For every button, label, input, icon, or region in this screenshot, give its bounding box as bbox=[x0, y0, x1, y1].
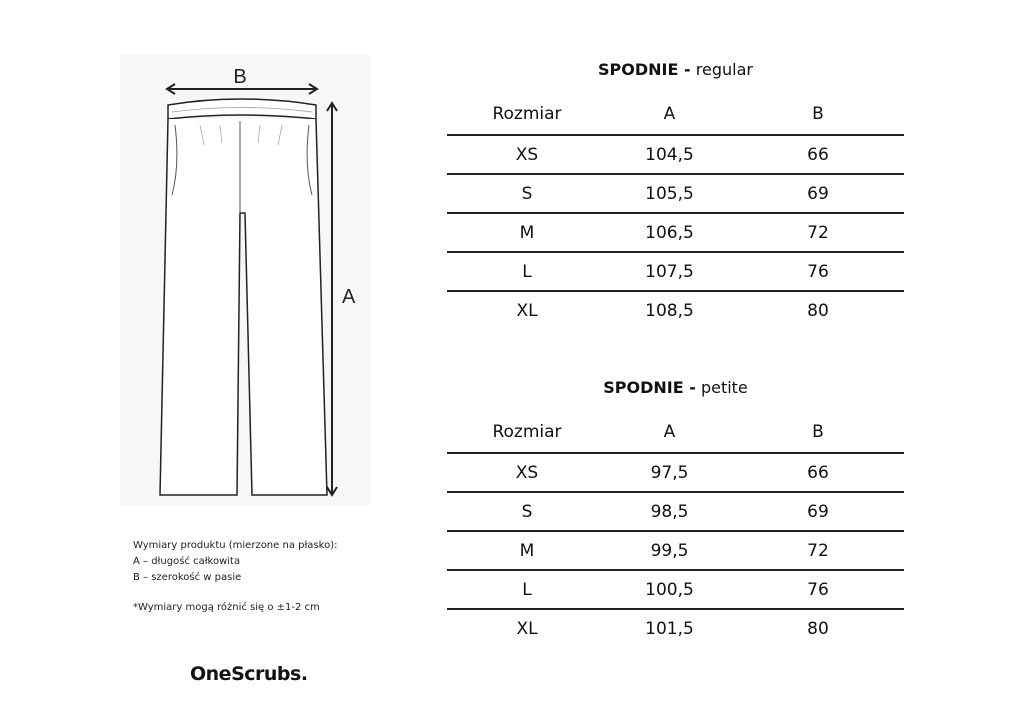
cell-a: 108,5 bbox=[645, 300, 694, 321]
cell-size: XL bbox=[516, 618, 538, 639]
header-b: B bbox=[732, 412, 904, 453]
cell-b: 69 bbox=[732, 174, 904, 213]
cell-size: XS bbox=[447, 453, 607, 492]
cell-size: L bbox=[447, 252, 607, 291]
cell-a: 100,5 bbox=[607, 570, 732, 609]
cell-size: M bbox=[447, 531, 607, 570]
table-row bbox=[447, 252, 904, 291]
table-title-petite bbox=[447, 376, 904, 400]
cell-b: 76 bbox=[732, 570, 904, 609]
measurement-notes bbox=[133, 538, 337, 616]
cell-a: 106,5 bbox=[607, 213, 732, 252]
table-row bbox=[447, 570, 904, 609]
cell-size: XS bbox=[447, 135, 607, 174]
cell-a: 98,5 bbox=[607, 492, 732, 531]
cell-b: 80 bbox=[807, 300, 829, 321]
table-row bbox=[447, 174, 904, 213]
table-row bbox=[447, 213, 904, 252]
pants-diagram bbox=[120, 55, 370, 505]
cell-size: S bbox=[447, 174, 607, 213]
pants-illustration bbox=[120, 55, 370, 505]
cell-a: 104,5 bbox=[607, 135, 732, 174]
size-table-regular bbox=[447, 94, 904, 329]
notes-disclaimer: *Wymiary mogą różnić się o ±1-2 cm bbox=[133, 602, 320, 613]
cell-size: L bbox=[447, 570, 607, 609]
cell-b: 80 bbox=[807, 618, 829, 639]
table-header-row bbox=[447, 412, 904, 453]
table-title-variant: petite bbox=[700, 378, 748, 397]
table-row bbox=[447, 453, 904, 492]
width-label: B bbox=[233, 66, 247, 88]
cell-b: 72 bbox=[732, 531, 904, 570]
cell-a: 99,5 bbox=[607, 531, 732, 570]
table-row bbox=[447, 531, 904, 570]
header-a: A bbox=[607, 94, 732, 135]
size-table-petite-block bbox=[447, 376, 904, 647]
cell-size: XL bbox=[516, 300, 538, 321]
header-size: Rozmiar bbox=[447, 412, 607, 453]
header-size: Rozmiar bbox=[447, 94, 607, 135]
size-table-petite bbox=[447, 412, 904, 647]
table-title-bold: SPODNIE - bbox=[603, 378, 696, 397]
cell-a: 101,5 bbox=[645, 618, 694, 639]
cell-b: 69 bbox=[732, 492, 904, 531]
brand-logo: OneScrubs. bbox=[190, 663, 308, 685]
header-a: A bbox=[607, 412, 732, 453]
cell-a: 97,5 bbox=[607, 453, 732, 492]
notes-line-b: B – szerokość w pasie bbox=[133, 572, 242, 583]
cell-b: 76 bbox=[732, 252, 904, 291]
table-title-variant: regular bbox=[695, 60, 753, 79]
cell-size: M bbox=[447, 213, 607, 252]
table-title-regular bbox=[447, 58, 904, 82]
cell-b: 72 bbox=[732, 213, 904, 252]
table-row bbox=[447, 609, 904, 647]
length-label: A bbox=[342, 286, 356, 308]
header-b: B bbox=[732, 94, 904, 135]
table-title-bold: SPODNIE - bbox=[598, 60, 691, 79]
cell-a: 105,5 bbox=[607, 174, 732, 213]
size-table-regular-block bbox=[447, 58, 904, 329]
cell-a: 107,5 bbox=[607, 252, 732, 291]
cell-b: 66 bbox=[732, 453, 904, 492]
cell-size: S bbox=[447, 492, 607, 531]
notes-heading: Wymiary produktu (mierzone na płasko): bbox=[133, 540, 338, 551]
cell-b: 66 bbox=[732, 135, 904, 174]
table-row bbox=[447, 135, 904, 174]
table-row bbox=[447, 291, 904, 329]
table-row bbox=[447, 492, 904, 531]
table-header-row bbox=[447, 94, 904, 135]
notes-line-a: A – długość całkowita bbox=[133, 556, 241, 567]
